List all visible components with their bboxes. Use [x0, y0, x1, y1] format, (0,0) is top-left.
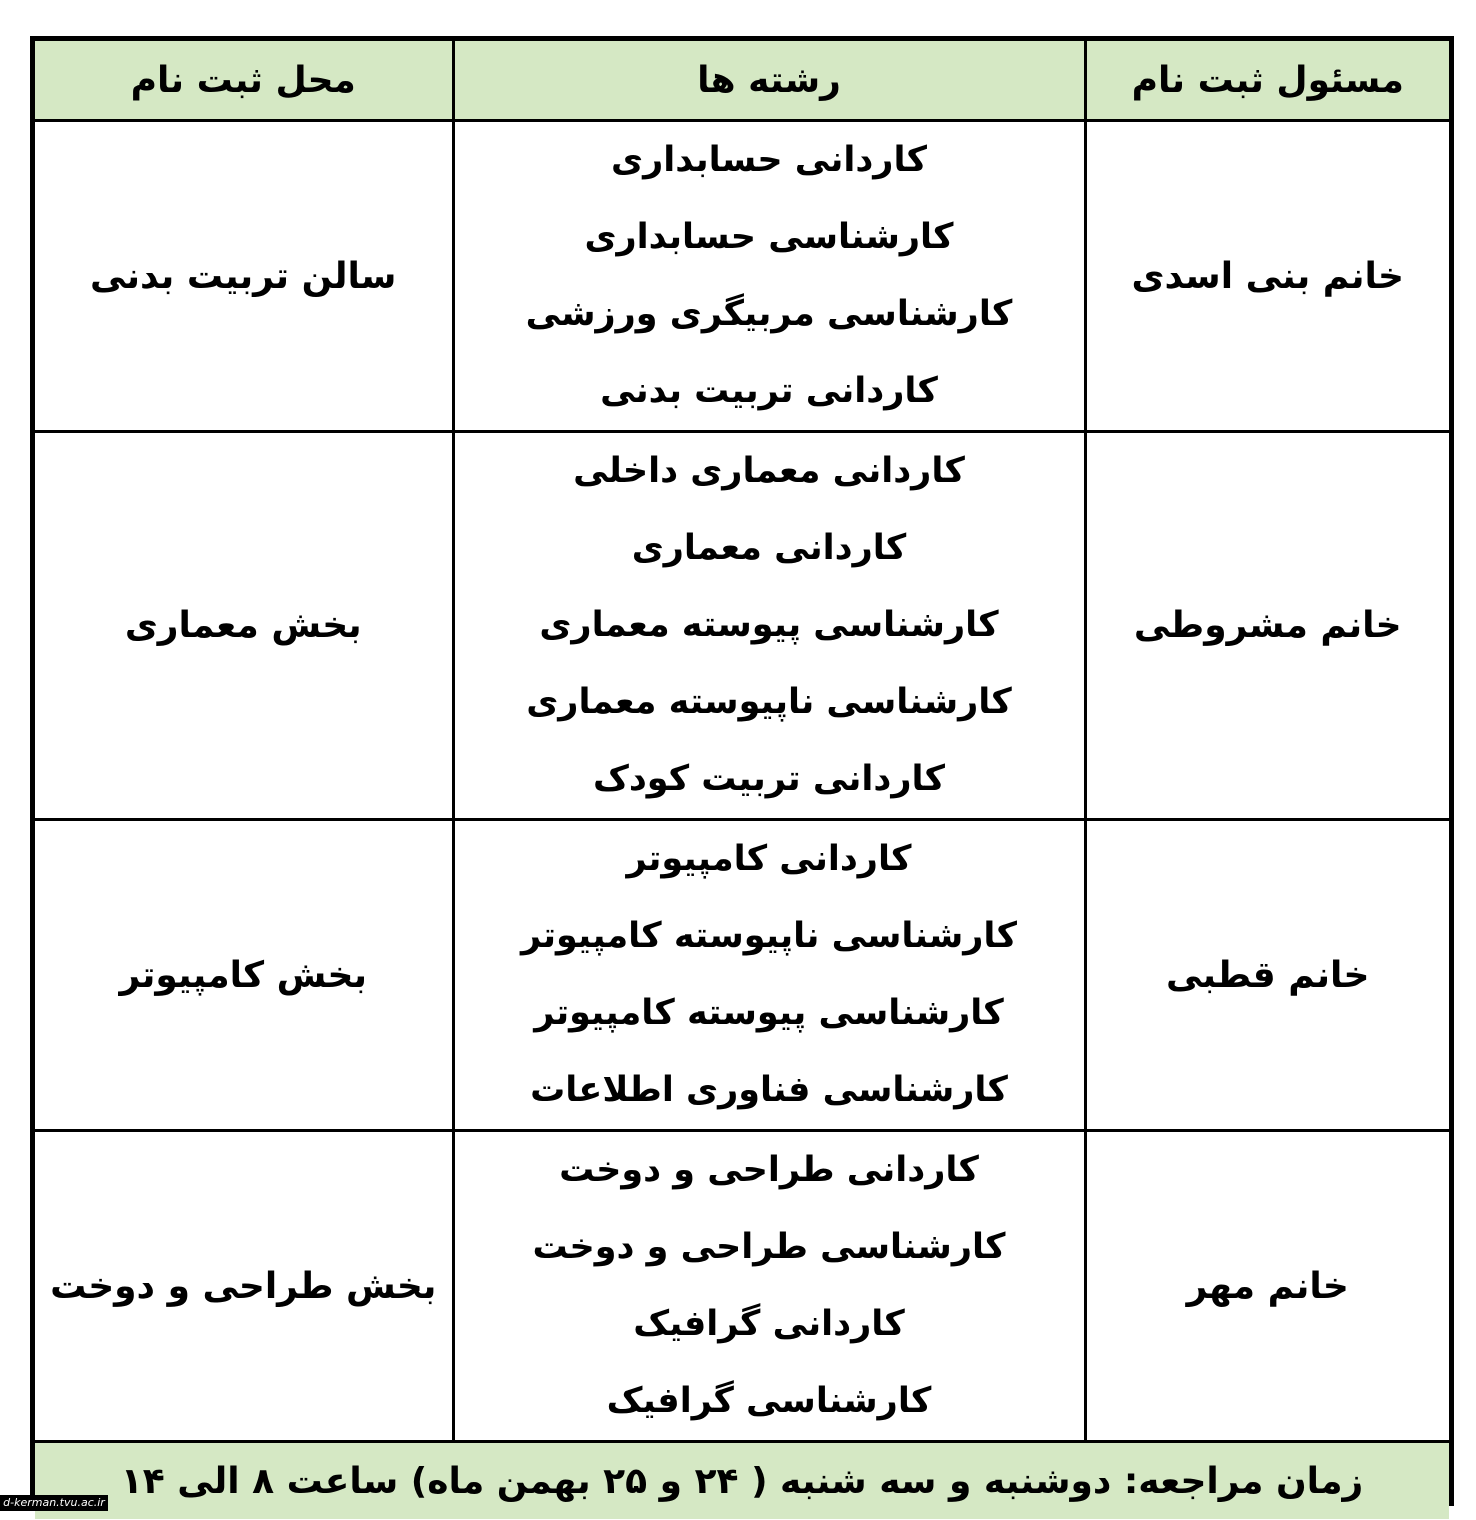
site-watermark: d-kerman.tvu.ac.ir — [0, 1495, 108, 1511]
major-item: کاردانی تربیت بدنی — [600, 371, 938, 411]
responsible-cell: خانم مهر — [1085, 1131, 1449, 1442]
header-location: محل ثبت نام — [35, 41, 453, 121]
header-responsible: مسئول ثبت نام — [1085, 41, 1449, 121]
major-item: کاردانی کامپیوتر — [626, 839, 912, 879]
responsible-cell: خانم مشروطی — [1085, 432, 1449, 820]
header-majors: رشته ها — [453, 41, 1085, 121]
majors-cell — [453, 820, 1085, 1131]
major-item: کاردانی گرافیک — [633, 1304, 905, 1344]
table-footer-row — [35, 1442, 1449, 1520]
registration-table — [35, 41, 1449, 1519]
table-row — [35, 121, 1449, 432]
table-row — [35, 820, 1449, 1131]
location-cell: بخش طراحی و دوخت — [35, 1131, 453, 1442]
location-cell: سالن تربیت بدنی — [35, 121, 453, 432]
major-item: کارشناسی طراحی و دوخت — [532, 1227, 1006, 1267]
table-row — [35, 432, 1449, 820]
majors-cell — [453, 432, 1085, 820]
major-item: کاردانی طراحی و دوخت — [559, 1150, 979, 1190]
major-item: کارشناسی فناوری اطلاعات — [530, 1070, 1008, 1110]
responsible-cell: خانم بنی اسدی — [1085, 121, 1449, 432]
location-cell: بخش کامپیوتر — [35, 820, 453, 1131]
responsible-cell: خانم قطبی — [1085, 820, 1449, 1131]
location-cell: بخش معماری — [35, 432, 453, 820]
major-item: کاردانی حسابداری — [611, 140, 927, 180]
visit-time-note: زمان مراجعه: دوشنبه و سه شنبه ( ۲۴ و ۲۵ بهمن ماه) ساعت ۸ الی ۱۴ — [35, 1442, 1449, 1520]
major-item: کارشناسی ناپیوسته کامپیوتر — [521, 916, 1017, 956]
majors-cell — [453, 121, 1085, 432]
table-header-row — [35, 41, 1449, 121]
major-item: کاردانی معماری — [631, 528, 907, 568]
registration-table-frame — [30, 36, 1454, 1506]
major-item: کاردانی تربیت کودک — [592, 759, 946, 799]
major-item: کاردانی معماری داخلی — [573, 451, 965, 491]
major-item: کارشناسی ناپیوسته معماری — [526, 682, 1012, 722]
major-item: کارشناسی مربیگری ورزشی — [525, 294, 1013, 334]
major-item: کارشناسی پیوسته کامپیوتر — [534, 993, 1004, 1033]
majors-cell — [453, 1131, 1085, 1442]
major-item: کارشناسی گرافیک — [606, 1381, 932, 1421]
table-row — [35, 1131, 1449, 1442]
major-item: کارشناسی حسابداری — [584, 217, 954, 257]
major-item: کارشناسی پیوسته معماری — [539, 605, 999, 645]
